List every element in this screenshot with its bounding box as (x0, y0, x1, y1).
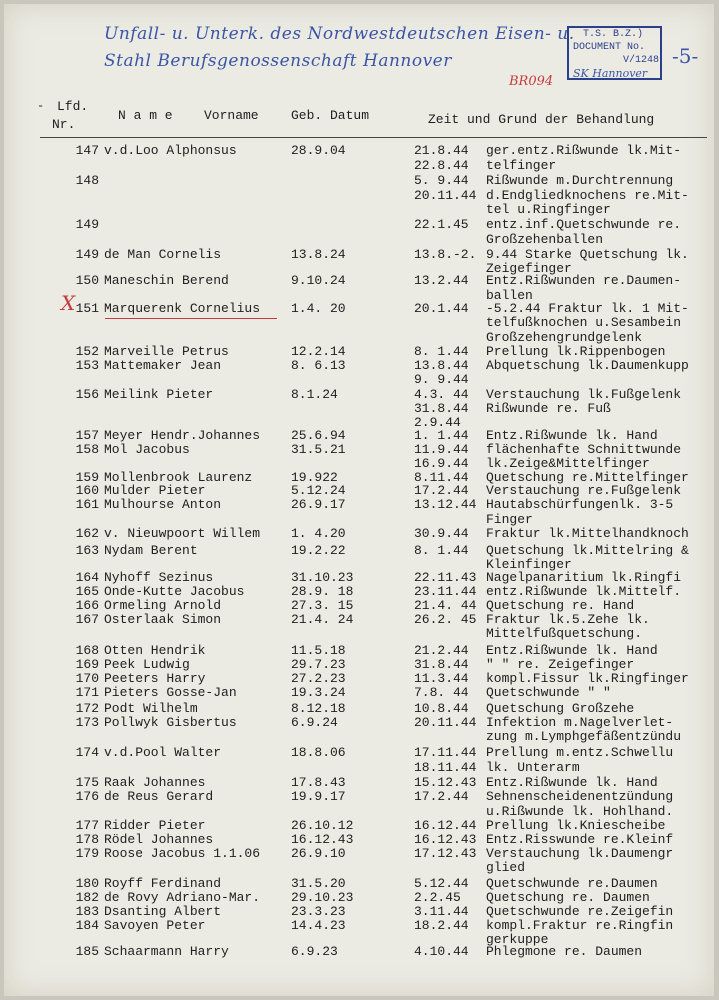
row-number: 156 (75, 387, 99, 402)
row-birthdate: 6.9.23 (291, 944, 338, 959)
col-grund: Zeit und Grund der Behandlung (428, 112, 655, 127)
row-treatment-date: 15.12.43 (414, 775, 477, 790)
row-treatment-reason: Prellung lk.Kniescheibe (486, 818, 666, 833)
row-treatment-date: 11.9.44 (414, 442, 469, 457)
row-birthdate: 8.1.24 (291, 387, 338, 402)
row-name: Ridder Pieter (104, 818, 206, 833)
row-treatment-date: 4.3. 44 (414, 387, 469, 402)
row-name: de Man Cornelis (104, 247, 222, 262)
row-name: de Rovy Adriano-Mar. (104, 890, 261, 905)
row-treatment-date: 8.11.44 (414, 470, 469, 485)
row-treatment-reason: Entz.Risswunde re.Kleinf (486, 832, 674, 847)
stamp-line2: DOCUMENT No. (573, 42, 646, 53)
row-treatment-reason: Phlegmone re. Daumen (486, 944, 643, 959)
row-treatment-date: 5.12.44 (414, 876, 469, 891)
row-treatment-reason: -5.2.44 Fraktur lk. 1 Mit- (486, 301, 689, 316)
row-treatment-date: 13.8.44 (414, 358, 469, 373)
row-birthdate: 23.3.23 (291, 904, 346, 919)
row-name: Savoyen Peter (104, 918, 206, 933)
row-treatment-date: 20.1.44 (414, 301, 469, 316)
row-treatment-date: 1. 1.44 (414, 428, 469, 443)
row-name: Mollenbrook Laurenz (104, 470, 253, 485)
row-treatment-reason: Infektion m.Nagelverlet- (486, 715, 674, 730)
row-birthdate: 31.5.20 (291, 876, 346, 891)
row-treatment-reason: ballen (486, 288, 533, 303)
row-treatment-date: 26.2. 45 (414, 612, 477, 627)
row-birthdate: 8.12.18 (291, 701, 346, 716)
row-treatment-date: 18.11.44 (414, 760, 477, 775)
row-birthdate: 26.9.17 (291, 497, 346, 512)
row-treatment-date: 13.12.44 (414, 497, 477, 512)
row-name: v. Nieuwpoort Willem (104, 526, 261, 541)
row-treatment-reason: Rißwunde re. Fuß (486, 401, 611, 416)
row-number: 157 (75, 428, 99, 443)
red-cross-mark: X (61, 291, 76, 315)
row-number: 164 (75, 570, 99, 585)
row-number: 185 (75, 944, 99, 959)
row-name: Schaarmann Harry (104, 944, 229, 959)
row-treatment-date: 31.8.44 (414, 401, 469, 416)
row-number: 153 (75, 358, 99, 373)
row-treatment-reason: Zeigefinger (486, 261, 572, 276)
row-treatment-reason: Verstauchung lk.Fußgelenk (486, 387, 682, 402)
row-treatment-reason: Verstauchung lk.Daumengr (486, 846, 674, 861)
row-treatment-reason: 9.44 Starke Quetschung lk. (486, 247, 689, 262)
stamp-line3: V/1248 (623, 55, 660, 66)
row-birthdate: 19.9.17 (291, 789, 346, 804)
row-number: 177 (75, 818, 99, 833)
row-number: 165 (75, 584, 99, 599)
row-birthdate: 26.9.10 (291, 846, 346, 861)
row-treatment-reason: tel u.Ringfinger (486, 202, 611, 217)
row-name: Nydam Berent (104, 543, 198, 558)
row-treatment-reason: telfußknochen u.Sesambein (486, 315, 682, 330)
row-treatment-reason: Mittelfußquetschung. (486, 626, 643, 641)
row-treatment-reason: kompl.Fraktur re.Ringfin (486, 918, 674, 933)
stamp-line4: SK Hannover (573, 67, 648, 80)
row-birthdate: 27.2.23 (291, 671, 346, 686)
row-treatment-date: 21.2.44 (414, 643, 469, 658)
row-name: Mulder Pieter (104, 483, 206, 498)
page-number: -5- (672, 44, 699, 68)
row-number: 161 (75, 497, 99, 512)
row-number: 168 (75, 643, 99, 658)
row-name: Osterlaak Simon (104, 612, 222, 627)
row-treatment-reason: telfinger (486, 158, 557, 173)
row-treatment-date: 11.3.44 (414, 671, 469, 686)
row-treatment-date: 3.11.44 (414, 904, 469, 919)
row-number: 169 (75, 657, 99, 672)
row-treatment-date: 22.1.45 (414, 217, 469, 232)
row-treatment-date: 30.9.44 (414, 526, 469, 541)
row-treatment-reason: flächenhafte Schnittwunde (486, 442, 682, 457)
row-treatment-date: 8. 1.44 (414, 543, 469, 558)
row-name: Ormeling Arnold (104, 598, 222, 613)
row-treatment-reason: Prellung lk.Rippenbogen (486, 344, 666, 359)
row-treatment-reason: Quetschung re. Hand (486, 598, 635, 613)
row-treatment-date: 17.12.43 (414, 846, 477, 861)
row-number: 163 (75, 543, 99, 558)
col-name: N a m e (118, 108, 173, 123)
row-treatment-date: 2.2.45 (414, 890, 461, 905)
row-birthdate: 25.6.94 (291, 428, 346, 443)
row-name: v.d.Pool Walter (104, 745, 222, 760)
row-treatment-reason: Verstauchung re.Fußgelenk (486, 483, 682, 498)
handwritten-title-line1: Unfall- u. Unterk. des Nordwestdeutschen Eisen- u. (104, 24, 575, 44)
row-treatment-reason: Großzehenballen (486, 232, 604, 247)
row-treatment-reason: Quetschung lk.Mittelring & (486, 543, 689, 558)
row-name: Mattemaker Jean (104, 358, 222, 373)
row-birthdate: 19.2.22 (291, 543, 346, 558)
row-treatment-reason: Prellung m.entz.Schwellu (486, 745, 674, 760)
row-treatment-date: 13.8.-2. (414, 247, 477, 262)
col-geb-datum: Geb. Datum (291, 108, 370, 123)
row-name: Mulhourse Anton (104, 497, 222, 512)
row-number: 149 (75, 217, 99, 232)
row-treatment-reason: Fraktur lk.Mittelhandknoch (486, 526, 689, 541)
row-treatment-date: 10.8.44 (414, 701, 469, 716)
row-birthdate: 27.3. 15 (291, 598, 354, 613)
row-treatment-reason: zung m.Lymphgefäßentzündu (486, 729, 682, 744)
row-treatment-reason: Hautabschürfungenlk. 3-5 (486, 497, 674, 512)
row-name: Marveille Petrus (104, 344, 229, 359)
row-treatment-date: 5. 9.44 (414, 173, 469, 188)
col-nr: Nr. (52, 117, 76, 132)
row-treatment-reason: d.Endgliedknochens re.Mit- (486, 188, 689, 203)
row-treatment-reason: Entz.Rißwunde lk. Hand (486, 428, 658, 443)
header-dash: - (37, 99, 45, 113)
row-name: Pieters Gosse-Jan (104, 685, 237, 700)
row-treatment-reason: lk. Unterarm (486, 760, 580, 775)
red-annotation: BR094 (509, 74, 554, 89)
row-treatment-reason: Quetschung re.Mittelfinger (486, 470, 689, 485)
red-underline (105, 318, 277, 319)
row-number: 174 (75, 745, 99, 760)
row-treatment-date: 16.9.44 (414, 456, 469, 471)
row-birthdate: 13.8.24 (291, 247, 346, 262)
row-treatment-reason: Fraktur lk.5.Zehe lk. (486, 612, 650, 627)
row-treatment-date: 13.2.44 (414, 273, 469, 288)
row-birthdate: 16.12.43 (291, 832, 354, 847)
row-treatment-date: 17.11.44 (414, 745, 477, 760)
row-birthdate: 31.10.23 (291, 570, 354, 585)
row-birthdate: 5.12.24 (291, 483, 346, 498)
row-treatment-reason: lk.Zeige&Mittelfinger (486, 456, 650, 471)
row-number: 182 (75, 890, 99, 905)
row-treatment-reason: Quetschung Großzehe (486, 701, 635, 716)
row-number: 176 (75, 789, 99, 804)
row-birthdate: 8. 6.13 (291, 358, 346, 373)
row-name: Peek Ludwig (104, 657, 190, 672)
row-name: v.d.Loo Alphonsus (104, 143, 237, 158)
row-name: Marquerenk Cornelius (104, 301, 261, 316)
row-treatment-reason: ger.entz.Rißwunde lk.Mit- (486, 143, 682, 158)
row-number: 172 (75, 701, 99, 716)
row-treatment-reason: Entz.Rißwunden re.Daumen- (486, 273, 682, 288)
row-birthdate: 12.2.14 (291, 344, 346, 359)
row-treatment-reason: entz.Rißwunde lk.Mittelf. (486, 584, 682, 599)
row-number: 147 (75, 143, 99, 158)
row-treatment-reason: Rißwunde m.Durchtrennung (486, 173, 674, 188)
row-name: Pollwyk Gisbertus (104, 715, 237, 730)
row-name: Nyhoff Sezinus (104, 570, 214, 585)
row-treatment-reason: Abquetschung lk.Daumenkupp (486, 358, 689, 373)
row-number: 150 (75, 273, 99, 288)
row-number: 148 (75, 173, 99, 188)
row-treatment-date: 22.11.43 (414, 570, 477, 585)
row-name: Onde-Kutte Jacobus (104, 584, 245, 599)
row-number: 175 (75, 775, 99, 790)
row-treatment-reason: gerkuppe (486, 932, 549, 947)
row-number: 184 (75, 918, 99, 933)
row-treatment-date: 20.11.44 (414, 188, 477, 203)
row-name: Royff Ferdinand (104, 876, 222, 891)
row-treatment-date: 4.10.44 (414, 944, 469, 959)
row-treatment-reason: glied (486, 860, 526, 875)
row-number: 166 (75, 598, 99, 613)
row-number: 167 (75, 612, 99, 627)
row-treatment-date: 18.2.44 (414, 918, 469, 933)
row-treatment-reason: entz.inf.Quetschwunde re. (486, 217, 682, 232)
row-birthdate: 11.5.18 (291, 643, 346, 658)
row-treatment-reason: kompl.Fissur lk.Ringfinger (486, 671, 689, 686)
row-name: Maneschin Berend (104, 273, 229, 288)
col-lfd: Lfd. (57, 99, 89, 114)
row-treatment-date: 22.8.44 (414, 158, 469, 173)
row-name: Rödel Johannes (104, 832, 214, 847)
row-number: 171 (75, 685, 99, 700)
row-birthdate: 29.10.23 (291, 890, 354, 905)
row-birthdate: 6.9.24 (291, 715, 338, 730)
row-birthdate: 18.8.06 (291, 745, 346, 760)
row-number: 149 (75, 247, 99, 262)
row-birthdate: 29.7.23 (291, 657, 346, 672)
row-number: 160 (75, 483, 99, 498)
row-name: Raak Johannes (104, 775, 206, 790)
row-treatment-reason: Kleinfinger (486, 557, 572, 572)
handwritten-title-line2: Stahl Berufsgenossenschaft Hannover (104, 51, 452, 71)
row-name: de Reus Gerard (104, 789, 214, 804)
row-treatment-reason: Quetschung re. Daumen (486, 890, 650, 905)
row-treatment-date: 17.2.44 (414, 483, 469, 498)
row-number: 158 (75, 442, 99, 457)
row-number: 159 (75, 470, 99, 485)
row-treatment-reason: Entz.Rißwunde lk. Hand (486, 643, 658, 658)
row-name: Roose Jacobus 1.1.06 (104, 846, 261, 861)
row-treatment-reason: u.Rißwunde lk. Hohlhand. (486, 804, 674, 819)
row-number: 183 (75, 904, 99, 919)
row-number: 170 (75, 671, 99, 686)
row-treatment-date: 2.9.44 (414, 415, 461, 430)
row-birthdate: 26.10.12 (291, 818, 354, 833)
row-treatment-reason: Sehnenscheidenentzündung (486, 789, 674, 804)
row-name: Mol Jacobus (104, 442, 190, 457)
stamp-line1: T.S. B.Z.) (583, 29, 644, 40)
row-birthdate: 1.4. 20 (291, 301, 346, 316)
row-treatment-date: 7.8. 44 (414, 685, 469, 700)
row-number: 162 (75, 526, 99, 541)
row-treatment-date: 16.12.44 (414, 818, 477, 833)
row-treatment-date: 20.11.44 (414, 715, 477, 730)
header-rule (40, 137, 707, 138)
row-birthdate: 19.922 (291, 470, 338, 485)
row-treatment-date: 17.2.44 (414, 789, 469, 804)
row-treatment-reason: Nagelpanaritium lk.Ringfi (486, 570, 682, 585)
row-birthdate: 21.4. 24 (291, 612, 354, 627)
row-treatment-date: 21.4. 44 (414, 598, 477, 613)
col-vorname: Vorname (204, 108, 259, 123)
row-treatment-reason: Quetschwunde re.Daumen (486, 876, 658, 891)
row-birthdate: 9.10.24 (291, 273, 346, 288)
row-treatment-date: 31.8.44 (414, 657, 469, 672)
row-number: 178 (75, 832, 99, 847)
row-birthdate: 14.4.23 (291, 918, 346, 933)
row-birthdate: 19.3.24 (291, 685, 346, 700)
row-birthdate: 1. 4.20 (291, 526, 346, 541)
row-treatment-reason: Finger (486, 512, 533, 527)
row-number: 152 (75, 344, 99, 359)
row-number: 180 (75, 876, 99, 891)
row-name: Otten Hendrik (104, 643, 206, 658)
row-treatment-date: 16.12.43 (414, 832, 477, 847)
row-treatment-reason: " " re. Zeigefinger (486, 657, 635, 672)
row-name: Meyer Hendr.Johannes (104, 428, 261, 443)
row-number: 173 (75, 715, 99, 730)
row-treatment-reason: Großzehengrundgelenk (486, 330, 643, 345)
row-name: Peeters Harry (104, 671, 206, 686)
document-page (4, 4, 714, 996)
row-treatment-date: 9. 9.44 (414, 372, 469, 387)
row-name: Dsanting Albert (104, 904, 222, 919)
row-treatment-date: 23.11.44 (414, 584, 477, 599)
document-stamp (567, 26, 662, 80)
row-treatment-date: 21.8.44 (414, 143, 469, 158)
row-birthdate: 31.5.21 (291, 442, 346, 457)
row-number: 151 (75, 301, 99, 316)
row-treatment-reason: Quetschwunde re.Zeigefin (486, 904, 674, 919)
row-treatment-date: 8. 1.44 (414, 344, 469, 359)
row-birthdate: 17.8.43 (291, 775, 346, 790)
row-number: 179 (75, 846, 99, 861)
row-name: Podt Wilhelm (104, 701, 198, 716)
row-treatment-reason: Quetschwunde " " (486, 685, 611, 700)
row-birthdate: 28.9.04 (291, 143, 346, 158)
row-treatment-reason: Entz.Rißwunde lk. Hand (486, 775, 658, 790)
row-birthdate: 28.9. 18 (291, 584, 354, 599)
row-name: Meilink Pieter (104, 387, 214, 402)
